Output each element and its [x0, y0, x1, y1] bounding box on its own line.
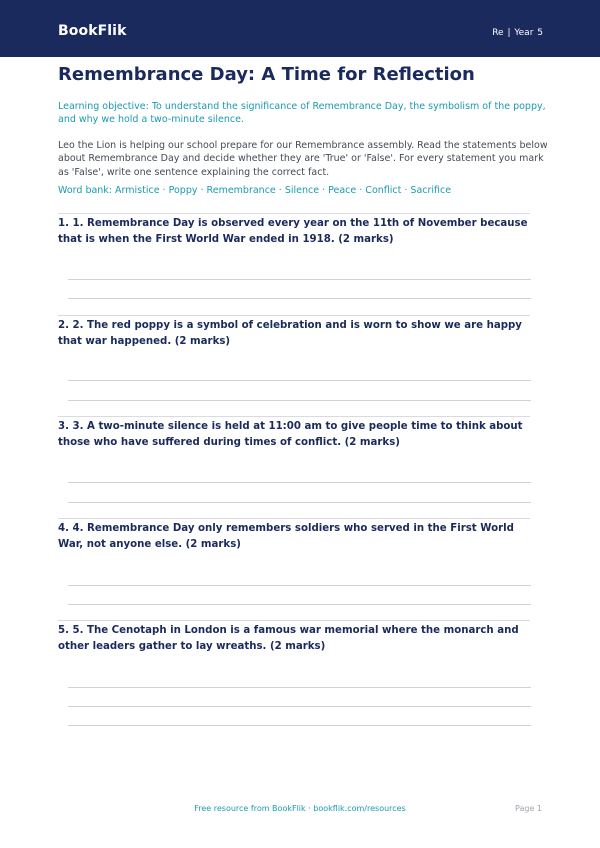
header-bar: [0, 0, 600, 57]
answer-line[interactable]: [68, 687, 531, 688]
question-divider: [58, 620, 530, 621]
question-divider: [58, 213, 530, 214]
question-text: 1. 1. Remembrance Day is observed every year on the 11th of November because that is when the First World War ended in 1918. (2 marks): [58, 218, 528, 245]
answer-line[interactable]: [68, 502, 531, 503]
question-divider: [58, 315, 530, 316]
answer-line[interactable]: [68, 585, 531, 586]
answer-line[interactable]: [68, 298, 531, 299]
question-text: 4. 4. Remembrance Day only remembers soldiers who served in the First World War, not anyone else. (2 marks): [58, 523, 514, 550]
question-divider: [58, 518, 530, 519]
answer-line[interactable]: [68, 482, 531, 483]
footer-resource-link[interactable]: Free resource from BookFlik · bookflik.com/resources: [194, 804, 406, 813]
instructions: Leo the Lion is helping our school prepare for our Remembrance assembly. Read the statements below about Remembrance Day and decide whether they are 'True' or 'False'. For every statement you mark as 'False', write one sentence explaining the correct fact.: [58, 140, 548, 178]
word-bank: Word bank: Armistice · Poppy · Remembrance · Silence · Peace · Conflict · Sacrifice: [58, 185, 452, 196]
answer-line[interactable]: [68, 725, 531, 726]
answer-line[interactable]: [68, 706, 531, 707]
question-text: 3. 3. A two-minute silence is held at 11:00 am to give people time to think about those who have suffered during times of conflict. (2 marks): [58, 421, 523, 448]
page-title: Remembrance Day: A Time for Reflection: [58, 64, 475, 85]
answer-line[interactable]: [68, 400, 531, 401]
subject-year-label: Re | Year 5: [492, 28, 543, 38]
brand-logo[interactable]: BookFlik: [58, 23, 127, 39]
answer-line[interactable]: [68, 604, 531, 605]
page-number: Page 1: [515, 804, 542, 813]
question-text: 2. 2. The red poppy is a symbol of celebration and is worn to show we are happy that war happened. (2 marks): [58, 320, 522, 347]
question-text: 5. 5. The Cenotaph in London is a famous war memorial where the monarch and other leaders gather to lay wreaths. (2 marks): [58, 625, 519, 652]
answer-line[interactable]: [68, 380, 531, 381]
learning-objective: Learning objective: To understand the significance of Remembrance Day, the symbolism of the poppy, and why we hold a two-minute silence.: [58, 101, 546, 125]
answer-line[interactable]: [68, 279, 531, 280]
question-divider: [58, 416, 530, 417]
